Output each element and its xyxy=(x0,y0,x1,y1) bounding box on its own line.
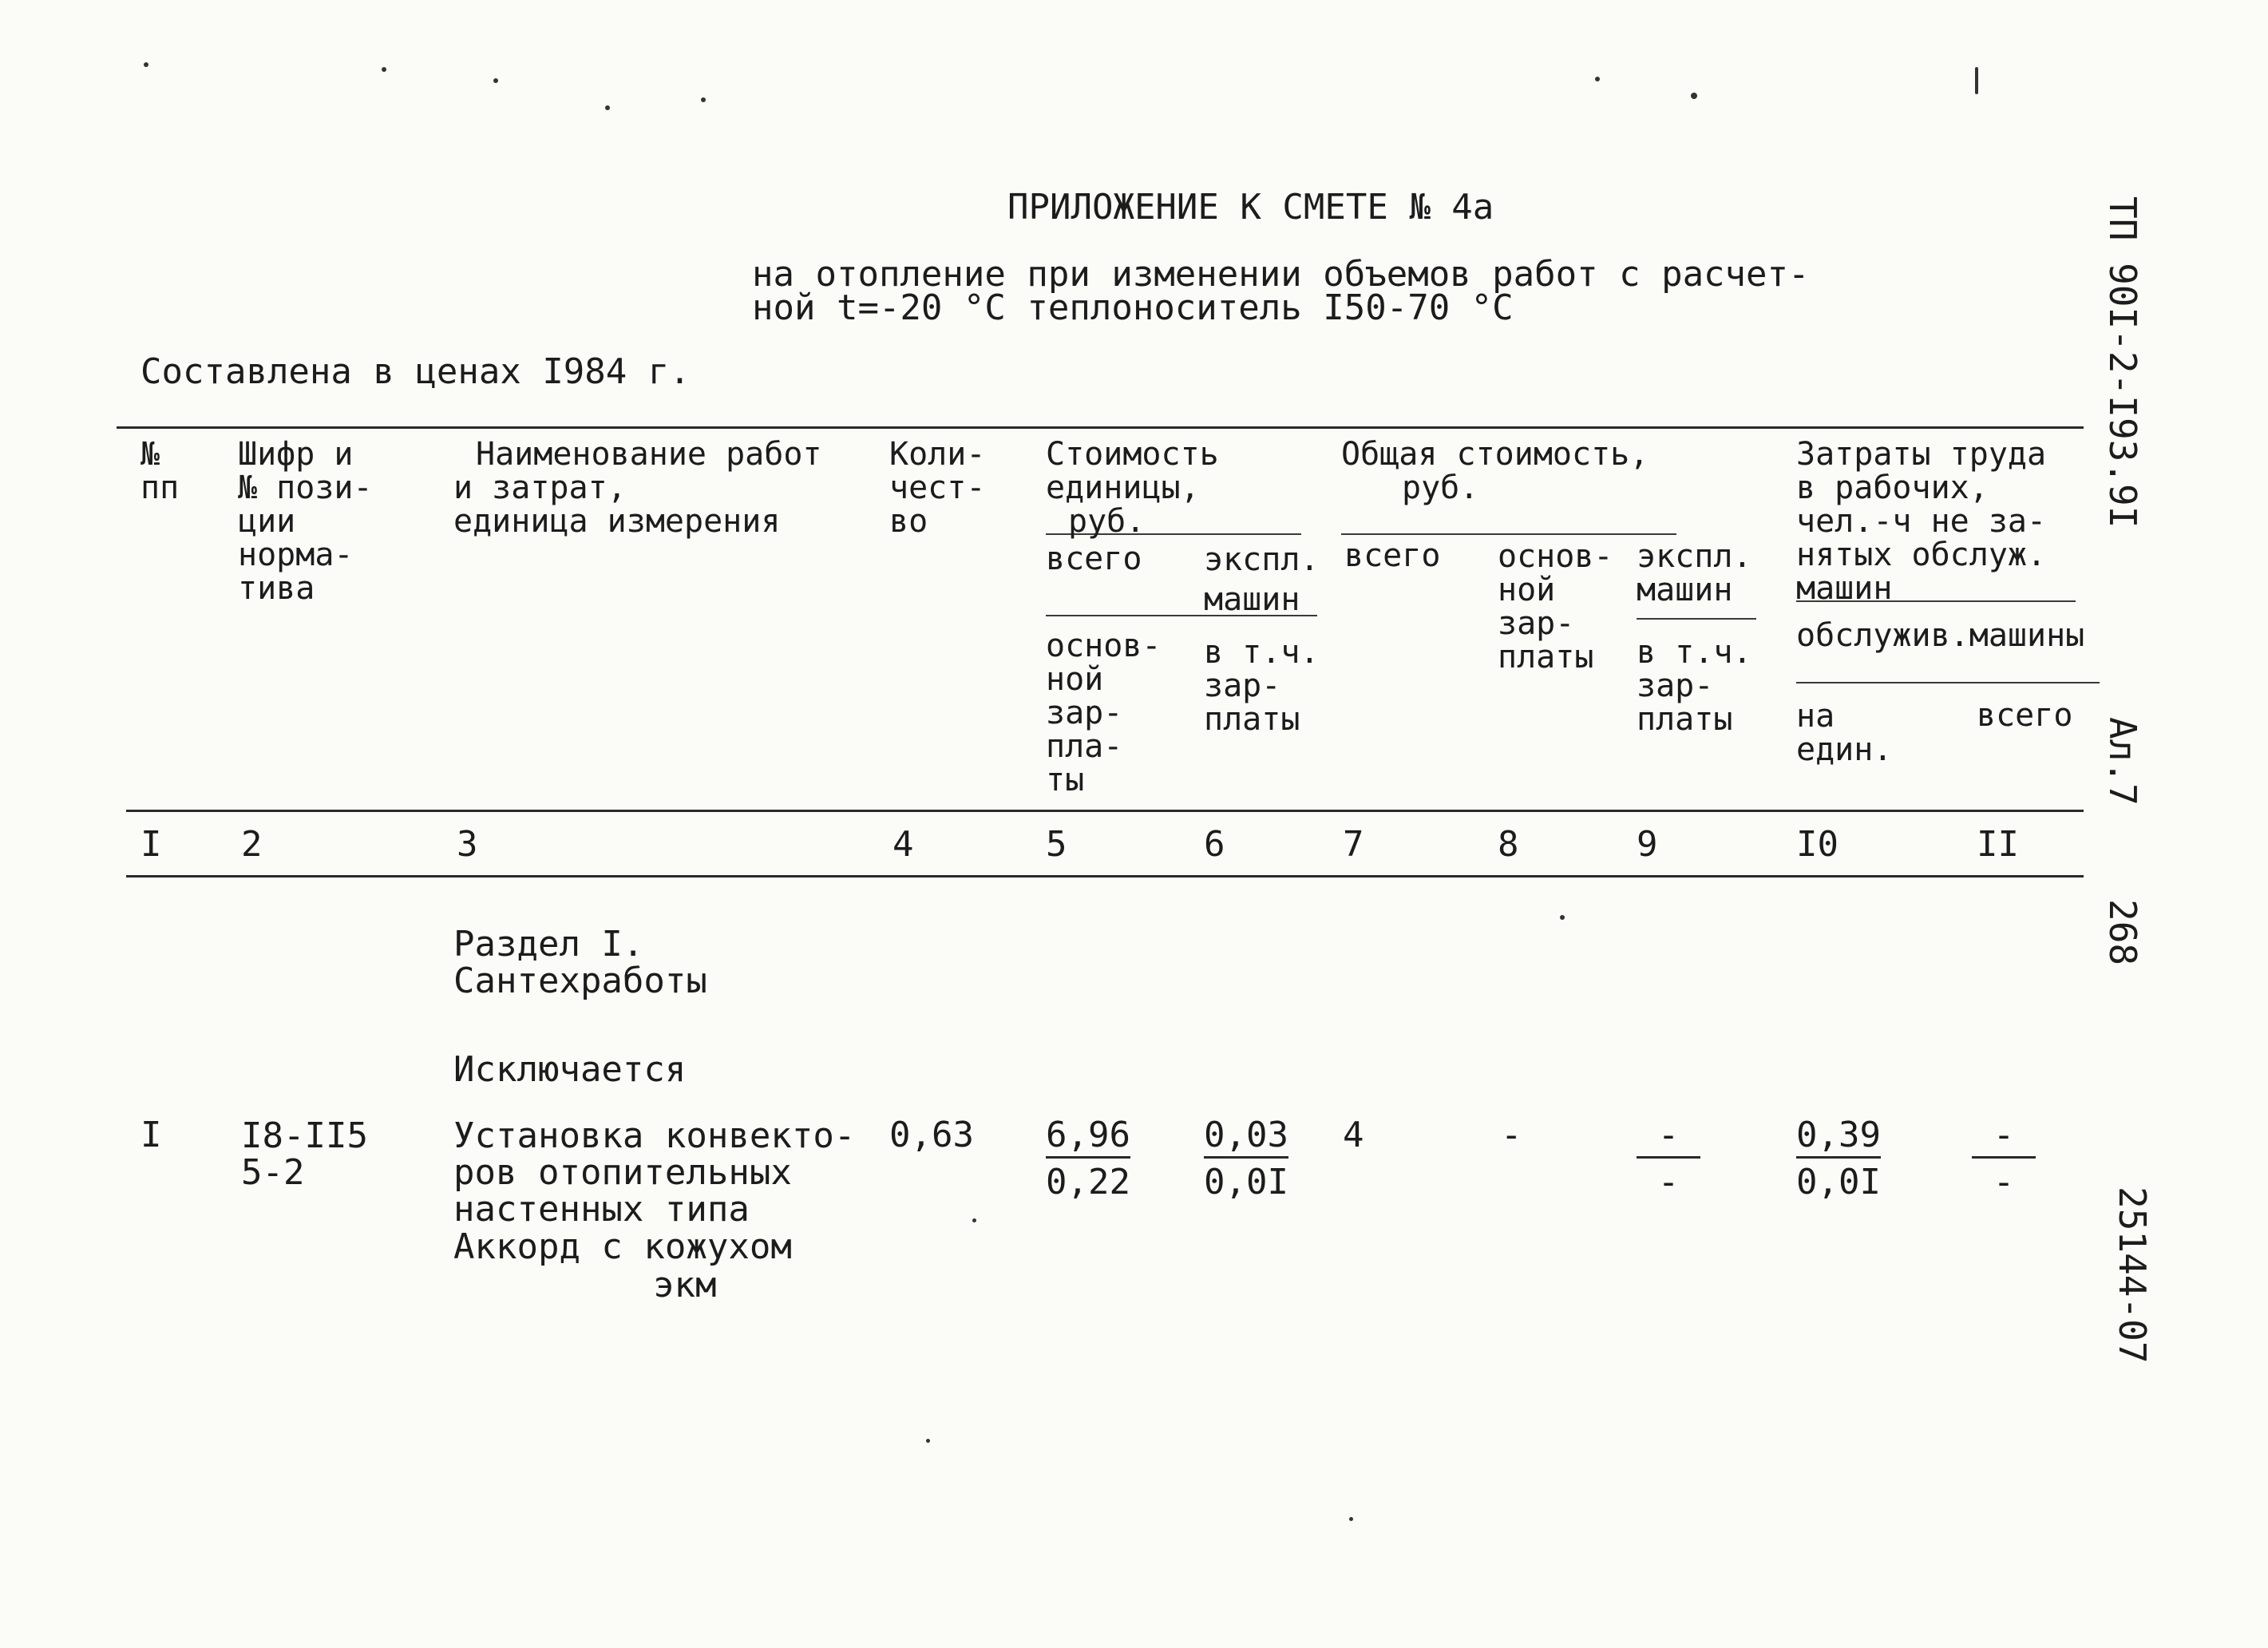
excluded-label: Исключается xyxy=(453,1049,687,1090)
row-number: I xyxy=(141,1115,162,1155)
scan-speck xyxy=(1595,77,1600,81)
row-unit-mach-fraction: $\frac{0,03}{0,0I}$ xyxy=(1204,1115,1288,1202)
table-top-rule xyxy=(117,426,2084,429)
header-bottom-rule xyxy=(126,810,2084,812)
scan-speck xyxy=(144,62,148,67)
row-unit-cost-fraction: $\frac{6,96}{0,22}$ xyxy=(1046,1115,1130,1202)
scan-speck xyxy=(1691,93,1697,99)
col-number-2: 2 xyxy=(241,824,263,865)
scan-speck xyxy=(926,1439,930,1443)
row-name: Установка конвекто- ров отопительных настенных типа Аккорд с кожухом xyxy=(453,1115,856,1267)
header-col-number: № пп xyxy=(141,436,180,506)
col-number-11: II xyxy=(1977,824,2019,865)
section-heading: Раздел I. Сантехработы xyxy=(453,924,707,1002)
labor-service-rule xyxy=(1796,682,2100,683)
col-number-4: 4 xyxy=(893,824,914,865)
col-number-8: 8 xyxy=(1498,824,1519,865)
col-number-9: 9 xyxy=(1637,824,1658,865)
header-unit-cost: Стоимость единицы, руб. xyxy=(1046,436,1219,540)
col-number-5: 5 xyxy=(1046,824,1067,865)
prices-note: Составлена в ценах I984 г. xyxy=(141,351,691,392)
row-total-wages: - xyxy=(1501,1115,1522,1155)
col-number-6: 6 xyxy=(1204,824,1225,865)
row-total-mach-fraction: - - xyxy=(1637,1118,1700,1200)
album-label: Ал.7 xyxy=(2101,717,2144,806)
page-title: ПРИЛОЖЕНИЕ К СМЕТЕ № 4а xyxy=(1007,187,1494,228)
row-code: I8-II5 5-2 xyxy=(241,1115,368,1194)
scan-speck xyxy=(1560,915,1565,920)
col-number-1: I xyxy=(141,824,162,865)
inventory-number-label: 25144-07 xyxy=(2111,1186,2154,1364)
header-labor-service: обслужив.машины xyxy=(1796,617,2085,654)
col-numbers-bottom-rule xyxy=(126,875,2084,877)
row-unit: экм xyxy=(653,1265,717,1305)
header-unit-total: всего xyxy=(1046,541,1142,577)
header-labor-total: всего xyxy=(1977,697,2073,734)
subtitle-line-1: на отопление при изменении объемов работ с расчет- xyxy=(752,254,1810,295)
page-number-label: 268 xyxy=(2101,899,2144,966)
header-total-mach: экспл. машин xyxy=(1637,538,1752,608)
header-col-name: Наименование работ и затрат, единица измерения xyxy=(453,436,822,540)
header-total-cost: Общая стоимость, руб. xyxy=(1341,436,1649,506)
col-number-10: I0 xyxy=(1796,824,1839,865)
row-labor-total-fraction: - - xyxy=(1972,1118,2036,1200)
header-unit-mach: экспл. машин xyxy=(1204,541,1320,618)
header-labor: Затраты труда в рабочих, чел.-ч не за- нятых обслуж. машин xyxy=(1796,436,2047,607)
scan-speck xyxy=(382,67,386,72)
scan-speck xyxy=(1975,67,1978,94)
scan-speck xyxy=(605,105,610,110)
scan-speck xyxy=(701,97,706,102)
row-total: 4 xyxy=(1343,1115,1364,1155)
scan-speck xyxy=(493,78,498,83)
row-qty: 0,63 xyxy=(889,1115,974,1155)
total-mach-sub-rule xyxy=(1637,618,1756,620)
header-unit-wages: основ- ной зар- пла- ты xyxy=(1046,628,1162,798)
header-total-mach-wages: в т.ч. зар- платы xyxy=(1637,634,1752,738)
header-labor-unit: на един. xyxy=(1796,698,1893,768)
header-col-qty: Коли- чест- во xyxy=(889,436,986,540)
col-number-7: 7 xyxy=(1343,824,1364,865)
subtitle-line-2: ной t=-20 °С теплоноситель I50-70 °С xyxy=(752,287,1514,328)
header-col-code: Шифр и № пози- ции норма- тива xyxy=(238,436,373,607)
header-total-wages: основ- ной зар- платы xyxy=(1498,538,1613,675)
col-number-3: 3 xyxy=(457,824,478,865)
header-unit-mach-wages: в т.ч. зар- платы xyxy=(1204,634,1320,738)
project-code-label: ТП 90I-2-I93.9I xyxy=(2101,196,2144,529)
row-labor-unit-fraction: $\frac{0,39}{0,0I}$ xyxy=(1796,1115,1881,1202)
total-cost-rule xyxy=(1341,533,1676,535)
scan-speck xyxy=(972,1218,976,1222)
header-total-all: всего xyxy=(1344,537,1441,574)
scan-speck xyxy=(1349,1517,1353,1521)
